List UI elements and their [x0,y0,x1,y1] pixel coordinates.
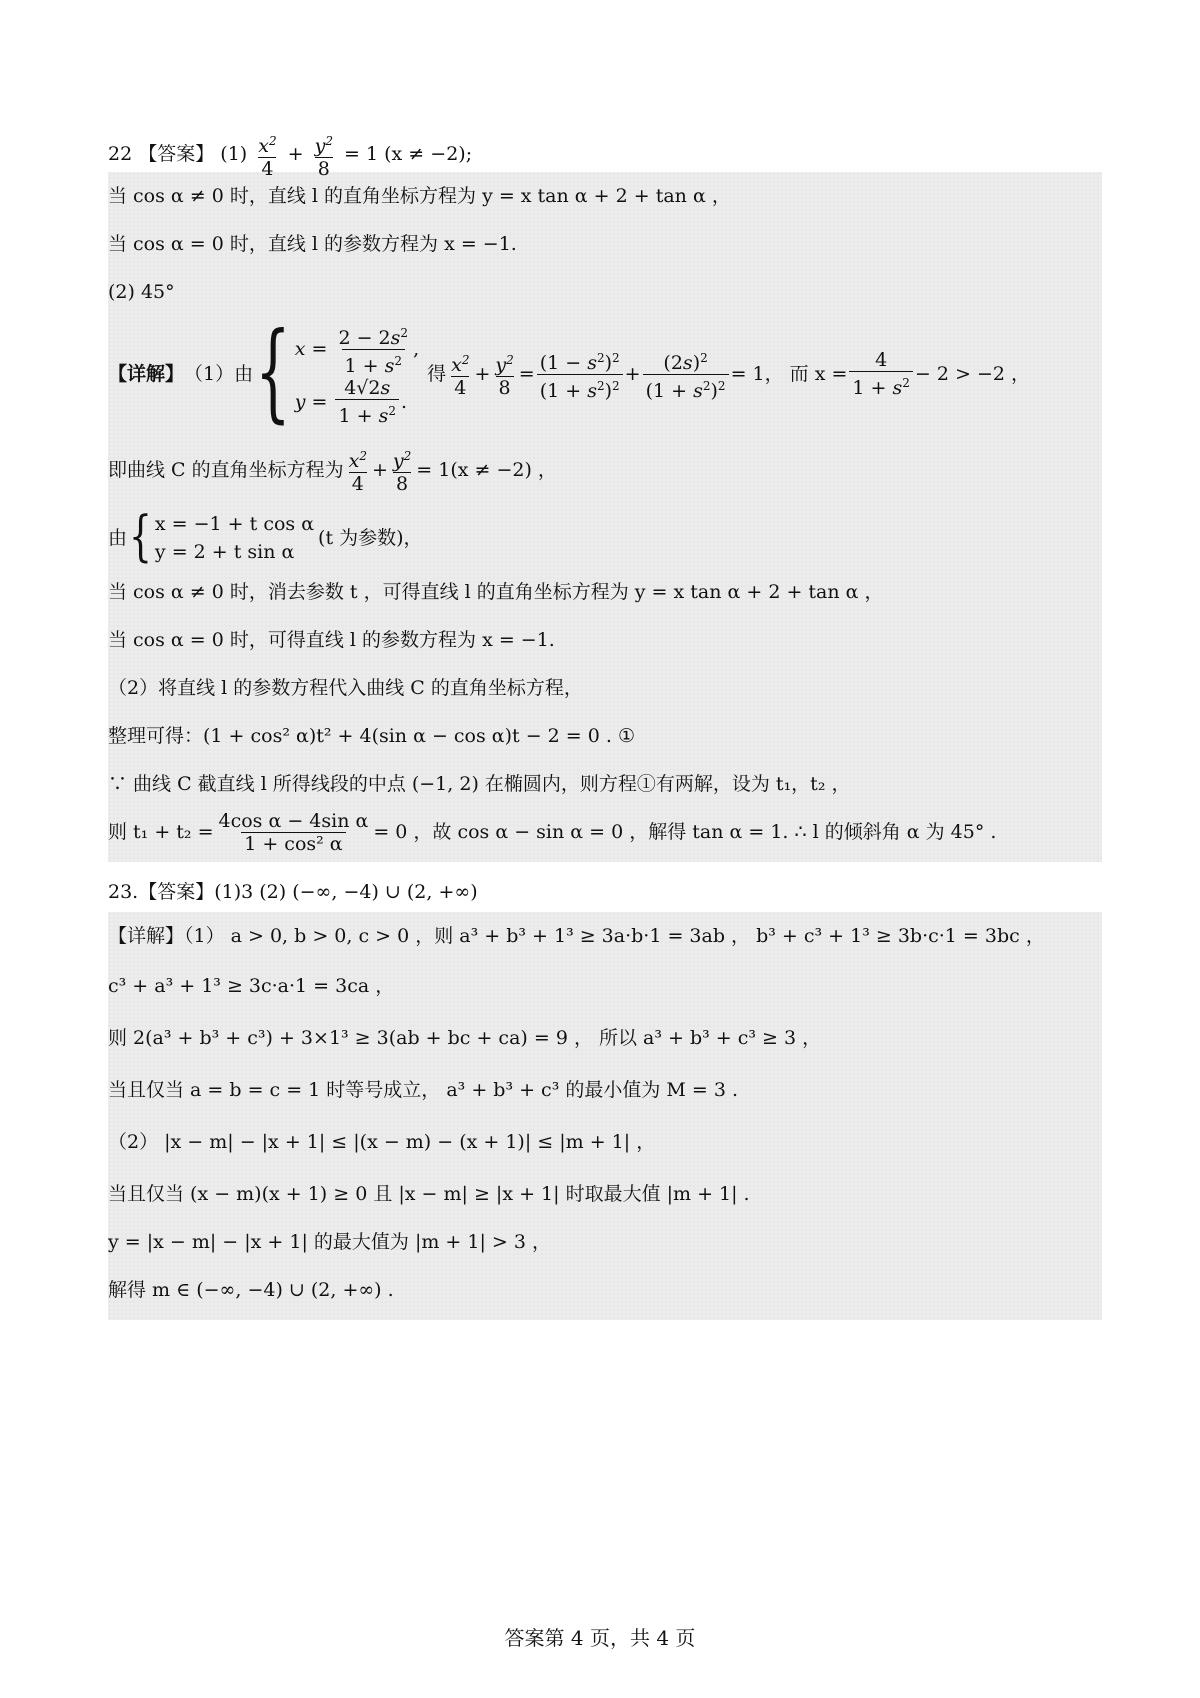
q23-line-7: y = |x − m| − |x + 1| 的最大值为 |m + 1| > 3 ， [108,1231,551,1253]
detail-tail: ， 而 x = [764,363,848,385]
q22-curve-eq: 即曲线 C 的直角坐标方程为 $\frac{x^2}{4}$ + $\frac{y^2}{8}$ = 1(x ≠ −2) ， [108,449,557,495]
left-brace: { [255,311,291,435]
q23-line-2: c³ + a³ + 1³ ≥ 3c·a·1 = 3ca ， [108,975,395,997]
final-post: = 0 ，故 cos α − sin α = 0 ，解得 tan α = 1. ∴ l 的倾斜角 α 为 45° . [373,821,997,843]
detail-get: 得 [427,363,447,385]
q23-line-6: 当且仅当 (x − m)(x + 1) ≥ 0 且 |x − m| ≥ |x + 1| 时取最大值 |m + 1| . [108,1183,750,1205]
q23-line-3: 则 2(a³ + b³ + c³) + 3×1³ ≥ 3(ab + bc + ca) = 9 ， 所以 a³ + b³ + c³ ≥ 3 ， [108,1027,822,1049]
final-pre: 则 t₁ + t₂ = [108,821,214,843]
curve-eq-text: 即曲线 C 的直角坐标方程为 [108,459,344,481]
q23-header [108,880,1102,910]
q22-part2 [108,280,1102,310]
line-sys-row2: y = 2 + t sin α [154,541,295,563]
q22-answer-tag: 【答案】 [138,143,215,165]
line-sys-pre: 由 [108,527,128,549]
q22-answer-line-1: 当 cos α ≠ 0 时，直线 l 的直角坐标方程为 y = x tan α + 2 + tan α ， [108,185,731,207]
q22-number: 22 [108,143,133,165]
q23-line-4: 当且仅当 a = b = c = 1 时等号成立， a³ + b³ + c³ 的最小值为 M = 3 . [108,1079,739,1101]
q23-header-text: 23.【答案】(1)3 (2) (−∞, −4) ∪ (2, +∞) [108,881,478,903]
q22-final-line [108,806,1102,862]
q23-detail-lines [108,912,1102,1320]
q22-answer-line-2: 当 cos α = 0 时，直线 l 的参数方程为 x = −1. [108,233,517,255]
q22-answer-lines [108,172,1102,272]
detail-part1: （1）由 [184,363,254,385]
q22-detail-line-7: ∵ 曲线 C 截直线 l 所得线段的中点 (−1, 2) 在椭圆内，则方程①有两解，设为 t₁，t₂ ， [108,773,851,795]
line-sys-post: (t 为参数)， [318,527,423,549]
q22-part2-answer: (2) 45° [108,281,175,303]
q23-line-5: （2） |x − m| − |x + 1| ≤ |(x − m) − (x + 1)| ≤ |m + 1| ， [108,1131,656,1153]
page-footer: 答案第 4 页，共 4 页 [504,1626,696,1650]
q22-detail-lines [108,580,1102,820]
q22-part1-label: (1) [220,143,248,165]
q22-detail-line-6: 整理可得：(1 + cos² α)t² + 4(sin α − cos α)t − 2 = 0 . ① [108,725,635,747]
param-system: x = $\frac{2 - 2s^2}{1 + s^2}$ , y = $\frac{4√2s}{1 + s^2}$ . [294,325,420,427]
q22-detail-line-3: 当 cos α ≠ 0 时，消去参数 t ，可得直线 l 的直角坐标方程为 y = x tan α + 2 + tan α ， [108,581,884,603]
curve-eq-post: = 1(x ≠ −2) ， [416,459,557,481]
q22-header: 22 【答案】 (1) $\frac{x^2}{4}$ + $\frac{y^2}{8}$ = 1 (x ≠ −2); [108,118,1102,168]
q22-detail-row: 【详解】 （1）由 { x = $\frac{2 - 2s^2}{1 + s^2}$ , y = $\frac{4√2s}{1 + s^2}$ . 得 $\frac{x^2}{4}$ + $\frac{y^2}{8}$ = $\frac{(1 - s^2)^2}{(1 + s^2)^2}$ + $\frac{(2s)^2}{(1 + s^2)^2}$ = 1 ， 而 x = $\frac{4}{1 + s^2}$ − 2 > −2 ， [108,311,1030,435]
q22-line-system [108,506,1102,570]
fraction-y2-8: $\frac{y^2}{8}$ [314,134,333,180]
q22-condition: (x ≠ −2); [384,143,473,165]
final-numerator: 4cos α − 4sin α [218,809,369,832]
q23-line-1: 【详解】（1） a > 0, b > 0, c > 0 ，则 a³ + b³ + 1³ ≥ 3a·b·1 = 3ab ， b³ + c³ + 1³ ≥ 3b·c·1 = 3bc ， [108,925,1045,947]
left-brace-small: { [129,506,152,568]
final-denominator: 1 + cos² α [241,832,345,855]
q22-detail-line-5: （2）将直线 l 的参数方程代入曲线 C 的直角坐标方程， [108,677,583,699]
line-sys-row1: x = −1 + t cos α [154,513,315,535]
q22-detail-line-4: 当 cos α = 0 时，可得直线 l 的参数方程为 x = −1. [108,629,555,651]
detail-tail2: − 2 > −2 ， [914,363,1030,385]
q23-line-8: 解得 m ∈ (−∞, −4) ∪ (2, +∞) . [108,1279,394,1301]
detail-tag: 【详解】 [108,363,185,385]
fraction-x2-4: $\frac{x^2}{4}$ [258,134,277,180]
